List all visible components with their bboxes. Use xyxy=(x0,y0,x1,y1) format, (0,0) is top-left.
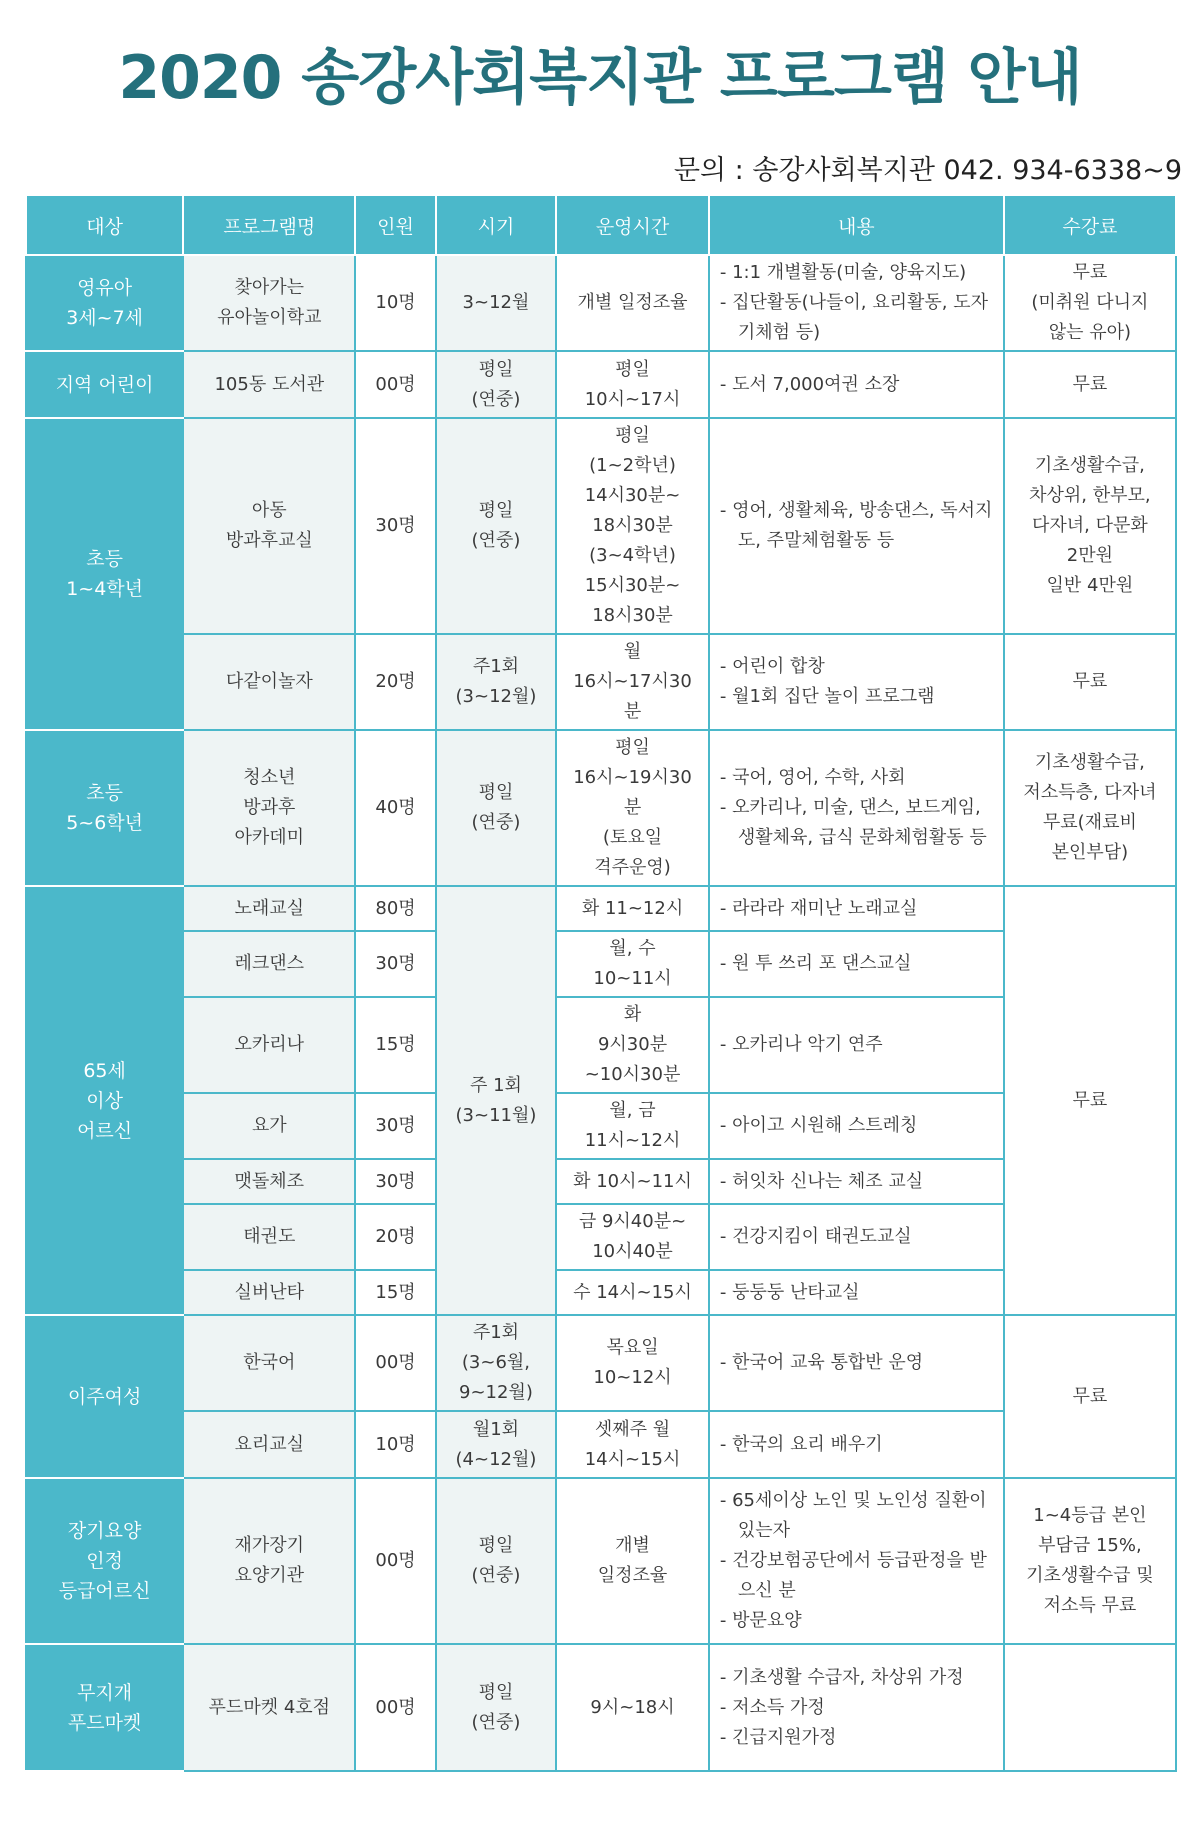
category-elem-low: 초등 1~4학년 xyxy=(26,418,183,730)
program-name: 아동 방과후교실 xyxy=(183,418,355,634)
fee: 무료 (미취원 다니지 않는 유아) xyxy=(1004,255,1176,351)
header-hours: 운영시간 xyxy=(556,195,709,255)
header-capacity: 인원 xyxy=(355,195,435,255)
content-item: - 어린이 합창 xyxy=(719,656,825,677)
capacity: 00명 xyxy=(355,1478,435,1644)
hours: 수 14시~15시 xyxy=(556,1270,709,1315)
header-content: 내용 xyxy=(709,195,1004,255)
content xyxy=(709,997,1004,1093)
table-row xyxy=(26,1644,1176,1771)
hours: 개별 일정조율 xyxy=(556,255,709,351)
program-name: 레크댄스 xyxy=(183,931,355,997)
hours: 목요일 10~12시 xyxy=(556,1315,709,1411)
content-item: - 아이고 시원해 스트레칭 xyxy=(719,1115,918,1136)
capacity: 30명 xyxy=(355,418,435,634)
content xyxy=(709,730,1004,886)
period: 평일 (연중) xyxy=(436,1478,557,1644)
category-elem-high: 초등 5~6학년 xyxy=(26,730,183,886)
content xyxy=(709,931,1004,997)
content-item: - 영어, 생활체육, 방송댄스, 독서지도, 주말체험활동 등 xyxy=(719,500,993,551)
hours: 평일 16시~19시30 분 (토요일 격주운영) xyxy=(556,730,709,886)
capacity: 40명 xyxy=(355,730,435,886)
table-row xyxy=(26,886,1176,931)
content-item: - 건강지킴이 태권도교실 xyxy=(719,1226,912,1247)
content-item: - 둥둥둥 난타교실 xyxy=(719,1281,860,1303)
table-row xyxy=(26,1204,1176,1270)
content-item: - 도서 7,000여권 소장 xyxy=(719,373,900,395)
fee: 1~4등급 본인 부담금 15%, 기초생활수급 및 저소득 무료 xyxy=(1004,1478,1176,1644)
table-row xyxy=(26,931,1176,997)
table-row xyxy=(26,1159,1176,1204)
period: 평일 (연중) xyxy=(436,730,557,886)
hours: 화 11~12시 xyxy=(556,886,709,931)
program-name: 찾아가는 유아놀이학교 xyxy=(183,255,355,351)
fee: 기초생활수급, 차상위, 한부모, 다자녀, 다문화 2만원 일반 4만원 xyxy=(1004,418,1176,634)
program-name: 요리교실 xyxy=(183,1411,355,1478)
program-name: 노래교실 xyxy=(183,886,355,931)
page-title: 2020 송강사회복지관 프로그램 안내 xyxy=(118,43,1082,113)
header-period: 시기 xyxy=(436,195,557,255)
hours: 월, 금 11시~12시 xyxy=(556,1093,709,1159)
content-item: - 오카리나 악기 연주 xyxy=(719,1034,883,1055)
capacity: 30명 xyxy=(355,1159,435,1204)
period: 주1회 (3~6월, 9~12월) xyxy=(436,1315,557,1411)
period: 월1회 (4~12월) xyxy=(436,1411,557,1478)
capacity: 00명 xyxy=(355,1315,435,1411)
table-row xyxy=(26,1093,1176,1159)
capacity: 80명 xyxy=(355,886,435,931)
table-row xyxy=(26,1315,1176,1411)
capacity: 30명 xyxy=(355,931,435,997)
content xyxy=(709,1270,1004,1315)
capacity: 20명 xyxy=(355,1204,435,1270)
program-name: 실버난타 xyxy=(183,1270,355,1315)
content-item: - 기초생활 수급자, 차상위 가정 xyxy=(719,1666,964,1688)
content xyxy=(709,1644,1004,1771)
category-foodmarket: 무지개 푸드마켓 xyxy=(26,1644,183,1771)
category-infant: 영유아 3세~7세 xyxy=(26,255,183,351)
hours: 개별 일정조율 xyxy=(556,1478,709,1644)
content-item: - 1:1 개별활동(미술, 양육지도) xyxy=(719,262,967,283)
hours: 화 9시30분 ~10시30분 xyxy=(556,997,709,1093)
content-item: - 65세이상 노인 및 노인성 질환이 있는자 xyxy=(719,1490,987,1541)
category-ltc: 장기요양 인정 등급어르신 xyxy=(26,1478,183,1644)
content xyxy=(709,1411,1004,1478)
fee: 무료 xyxy=(1004,1315,1176,1478)
content-item: - 오카리나, 미술, 댄스, 보드게임, 생활체육, 급식 문화체험활동 등 xyxy=(719,797,987,848)
fee: 무료 xyxy=(1004,634,1176,730)
program-name: 오카리나 xyxy=(183,997,355,1093)
table-row xyxy=(26,1478,1176,1644)
content-item: - 방문요양 xyxy=(719,1610,802,1631)
program-name: 요가 xyxy=(183,1093,355,1159)
content xyxy=(709,1093,1004,1159)
program-name: 105동 도서관 xyxy=(183,351,355,418)
content xyxy=(709,1478,1004,1644)
capacity: 15명 xyxy=(355,1270,435,1315)
fee: 무료 xyxy=(1004,351,1176,418)
fee: 무료 xyxy=(1004,886,1176,1315)
hours: 셋째주 월 14시~15시 xyxy=(556,1411,709,1478)
capacity: 00명 xyxy=(355,1644,435,1771)
header-target: 대상 xyxy=(26,195,183,255)
capacity: 00명 xyxy=(355,351,435,418)
hours: 9시~18시 xyxy=(556,1644,709,1771)
capacity: 30명 xyxy=(355,1093,435,1159)
period: 평일 (연중) xyxy=(436,418,557,634)
content-item: - 한국어 교육 통합반 운영 xyxy=(719,1352,924,1373)
hours: 금 9시40분~ 10시40분 xyxy=(556,1204,709,1270)
program-name: 청소년 방과후 아카데미 xyxy=(183,730,355,886)
content-item: - 집단활동(나들이, 요리활동, 도자기체험 등) xyxy=(719,292,989,343)
table-row xyxy=(26,418,1176,634)
content-item: - 라라라 재미난 노래교실 xyxy=(719,897,918,919)
program-name: 태권도 xyxy=(183,1204,355,1270)
content-item: - 긴급지원가정 xyxy=(719,1726,837,1748)
category-migrant: 이주여성 xyxy=(26,1315,183,1478)
capacity: 10명 xyxy=(355,255,435,351)
program-name: 다같이놀자 xyxy=(183,634,355,730)
hours: 화 10시~11시 xyxy=(556,1159,709,1204)
content-item: - 국어, 영어, 수학, 사회 xyxy=(719,767,906,788)
hours: 월 16시~17시30 분 xyxy=(556,634,709,730)
hours: 평일 10시~17시 xyxy=(556,351,709,418)
period: 평일 (연중) xyxy=(436,351,557,418)
table-row xyxy=(26,1270,1176,1315)
table-row xyxy=(26,730,1176,886)
table-row xyxy=(26,634,1176,730)
content xyxy=(709,1159,1004,1204)
period: 주1회 (3~12월) xyxy=(436,634,557,730)
category-local-child: 지역 어린이 xyxy=(26,351,183,418)
program-name: 재가장기 요양기관 xyxy=(183,1478,355,1644)
table-row xyxy=(26,255,1176,351)
content-item: - 저소득 가정 xyxy=(719,1696,825,1718)
content xyxy=(709,418,1004,634)
header-program: 프로그램명 xyxy=(183,195,355,255)
content-item: - 허잇차 신나는 체조 교실 xyxy=(719,1170,924,1192)
content-item: - 원 투 쓰리 포 댄스교실 xyxy=(719,953,912,974)
capacity: 15명 xyxy=(355,997,435,1093)
program-name: 한국어 xyxy=(183,1315,355,1411)
content xyxy=(709,1204,1004,1270)
content-item: - 한국의 요리 배우기 xyxy=(719,1433,883,1455)
period: 평일 (연중) xyxy=(436,1644,557,1771)
program-name: 푸드마켓 4호점 xyxy=(183,1644,355,1771)
content xyxy=(709,255,1004,351)
hours: 평일 (1~2학년) 14시30분~ 18시30분 (3~4학년) 15시30분~ 18시30분 xyxy=(556,418,709,634)
table-row xyxy=(26,351,1176,418)
hours: 월, 수 10~11시 xyxy=(556,931,709,997)
contact-info: 문의 : 송강사회복지관 042. 934-6338~9 xyxy=(673,155,1182,186)
capacity: 20명 xyxy=(355,634,435,730)
fee: 기초생활수급, 저소득층, 다자녀 무료(재료비 본인부담) xyxy=(1004,730,1176,886)
content xyxy=(709,634,1004,730)
fee xyxy=(1004,1644,1176,1771)
content xyxy=(709,886,1004,931)
category-senior: 65세 이상 어르신 xyxy=(26,886,183,1315)
period: 주 1회 (3~11월) xyxy=(436,886,557,1315)
table-row xyxy=(26,1411,1176,1478)
content-item: - 건강보험공단에서 등급판정을 받으신 분 xyxy=(719,1550,987,1601)
program-table xyxy=(25,194,1177,1772)
table-row xyxy=(26,997,1176,1093)
header-fee: 수강료 xyxy=(1004,195,1176,255)
period: 3~12월 xyxy=(436,255,557,351)
program-name: 맷돌체조 xyxy=(183,1159,355,1204)
content-item: - 월1회 집단 놀이 프로그램 xyxy=(719,686,935,707)
capacity: 10명 xyxy=(355,1411,435,1478)
content xyxy=(709,351,1004,418)
table-header-row xyxy=(26,195,1176,255)
content xyxy=(709,1315,1004,1411)
